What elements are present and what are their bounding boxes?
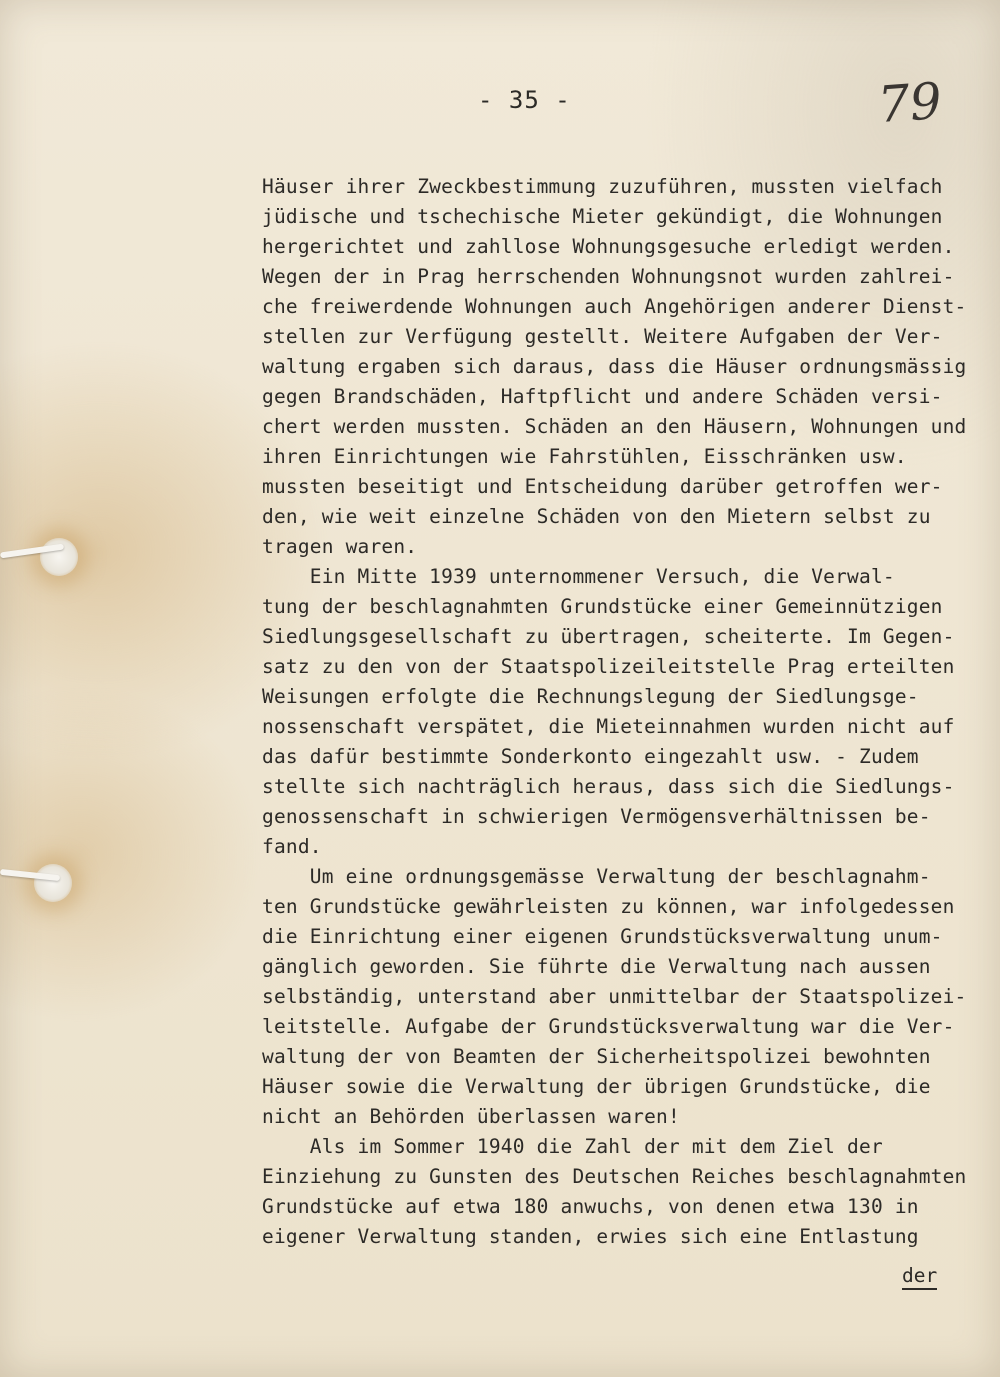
catchword: der (902, 1264, 937, 1290)
text-line: Einziehung zu Gunsten des Deutschen Reiches beschlagnahmten (262, 1165, 967, 1188)
text-line: den, wie weit einzelne Schäden von den Mietern selbst zu (262, 505, 931, 528)
text-line: che freiwerdende Wohnungen auch Angehörigen anderer Dienst- (262, 295, 967, 318)
text-line: nicht an Behörden überlassen waren! (262, 1105, 680, 1128)
text-line: leitstelle. Aufgabe der Grundstücksverwaltung war die Ver- (262, 1015, 955, 1038)
text-line: stellte sich nachträglich heraus, dass sich die Siedlungs- (262, 775, 955, 798)
text-line: ten Grundstücke gewährleisten zu können, war infolgedessen (262, 895, 955, 918)
text-line: nossenschaft verspätet, die Mieteinnahmen wurden nicht auf (262, 715, 955, 738)
text-line: gegen Brandschäden, Haftpflicht und andere Schäden versi- (262, 385, 943, 408)
text-line: Grundstücke auf etwa 180 anwuchs, von denen etwa 130 in (262, 1195, 919, 1218)
punch-hole-lower (34, 864, 72, 902)
text-line: gänglich geworden. Sie führte die Verwaltung nach aussen (262, 955, 931, 978)
text-line: Als im Sommer 1940 die Zahl der mit dem Ziel der (262, 1135, 883, 1158)
text-line: Wegen der in Prag herrschenden Wohnungsnot wurden zahlrei- (262, 265, 955, 288)
text-line: Ein Mitte 1939 unternommener Versuch, die Verwal- (262, 565, 895, 588)
text-line: die Einrichtung einer eigenen Grundstücksverwaltung unum- (262, 925, 943, 948)
text-line: genossenschaft in schwierigen Vermögensverhältnissen be- (262, 805, 931, 828)
text-line: waltung der von Beamten der Sicherheitspolizei bewohnten (262, 1045, 931, 1068)
text-line: jüdische und tschechische Mieter gekündigt, die Wohnungen (262, 205, 943, 228)
page-number: - 35 - (478, 86, 571, 114)
text-line: das dafür bestimmte Sonderkonto eingezahlt usw. - Zudem (262, 745, 919, 768)
text-line: waltung ergaben sich daraus, dass die Häuser ordnungsmässig (262, 355, 967, 378)
text-line: satz zu den von der Staatspolizeileitstelle Prag erteilten (262, 655, 955, 678)
text-line: ihren Einrichtungen wie Fahrstühlen, Eisschränken usw. (262, 445, 907, 468)
text-line: Siedlungsgesellschaft zu übertragen, scheiterte. Im Gegen- (262, 625, 955, 648)
text-line: hergerichtet und zahllose Wohnungsgesuche erledigt werden. (262, 235, 955, 258)
text-line: selbständig, unterstand aber unmittelbar der Staatspolizei- (262, 985, 967, 1008)
typewritten-body (262, 172, 1000, 1252)
text-line: tragen waren. (262, 535, 418, 558)
text-line: Häuser sowie die Verwaltung der übrigen Grundstücke, die (262, 1075, 931, 1098)
text-line: Weisungen erfolgte die Rechnungslegung der Siedlungsge- (262, 685, 919, 708)
text-line: Häuser ihrer Zweckbestimmung zuzuführen, mussten vielfach (262, 175, 943, 198)
text-line: tung der beschlagnahmten Grundstücke einer Gemeinnützigen (262, 595, 943, 618)
text-line: fand. (262, 835, 322, 858)
handwritten-folio-number: 79 (876, 71, 944, 135)
text-line: mussten beseitigt und Entscheidung darüber getroffen wer- (262, 475, 943, 498)
text-line: Um eine ordnungsgemässe Verwaltung der beschlagnahm- (262, 865, 931, 888)
text-line: stellen zur Verfügung gestellt. Weitere Aufgaben der Ver- (262, 325, 943, 348)
text-line: eigener Verwaltung standen, erwies sich eine Entlastung (262, 1225, 919, 1248)
text-line: chert werden mussten. Schäden an den Häusern, Wohnungen und (262, 415, 967, 438)
